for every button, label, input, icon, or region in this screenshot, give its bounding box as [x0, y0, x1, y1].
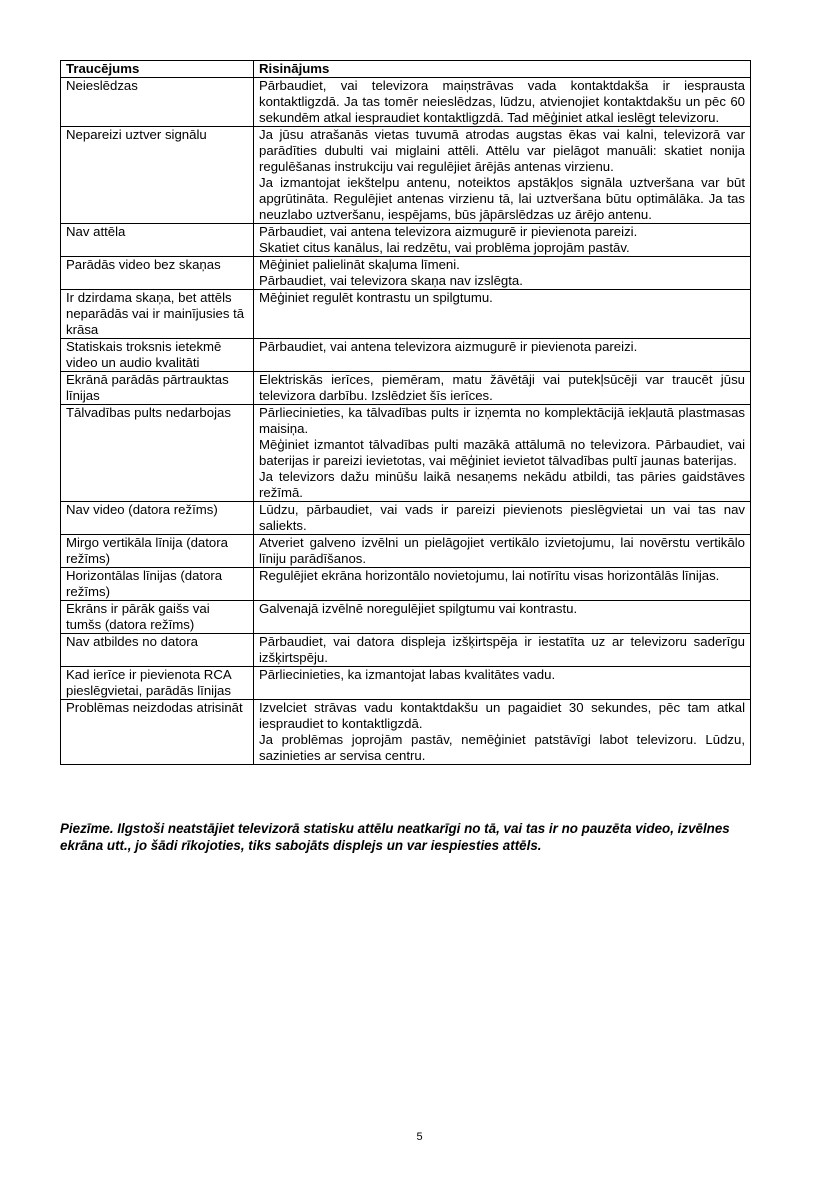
- table-row: [61, 257, 751, 290]
- problem-cell: Statiskais troksnis ietekmē video un audio kvalitāti: [61, 339, 254, 372]
- solution-paragraph: Skatiet citus kanālus, lai redzētu, vai problēma joprojām pastāv.: [259, 240, 630, 255]
- solution-cell: [254, 634, 751, 667]
- solution-paragraph: Pārliecinieties, ka izmantojat labas kvalitātes vadu.: [259, 667, 556, 682]
- table-row: [61, 634, 751, 667]
- note-text: Piezīme. Ilgstoši neatstājiet televizorā statisku attēlu neatkarīgi no tā, vai tas ir no pauzēta video, izvēlnes ekrāna utt., jo šādi rīkojoties, tiks sabojāts displejs un var iespiesties attēls.: [60, 821, 730, 853]
- solution-cell: [254, 502, 751, 535]
- troubleshooting-table: [60, 60, 751, 765]
- problem-cell: Kad ierīce ir pievienota RCA pieslēgvietai, parādās līnijas: [61, 667, 254, 700]
- solution-paragraph: Pārliecinieties, ka tālvadības pults ir izņemta no komplektācijā iekļautā plastmasas maisiņa.: [259, 405, 745, 436]
- solution-paragraph: Mēģiniet izmantot tālvadības pulti mazākā attālumā no televizora. Pārbaudiet, vai baterijas ir pareizi ievietotas, vai mēģiniet ievietot tālvadības pultī jaunas baterijas.: [259, 437, 745, 468]
- problem-cell: Neieslēdzas: [61, 78, 254, 127]
- problem-cell: Mirgo vertikāla līnija (datora režīms): [61, 535, 254, 568]
- solution-paragraph: Ja problēmas joprojām pastāv, nemēģiniet patstāvīgi labot televizoru. Lūdzu, sazinieties ar servisa centru.: [259, 732, 745, 763]
- problem-cell: Nepareizi uztver signālu: [61, 127, 254, 224]
- solution-paragraph: Galvenajā izvēlnē noregulējiet spilgtumu vai kontrastu.: [259, 601, 578, 616]
- solution-paragraph: Mēģiniet palielināt skaļuma līmeni.: [259, 257, 460, 272]
- solution-cell: [254, 339, 751, 372]
- solution-cell: [254, 257, 751, 290]
- table-row: [61, 700, 751, 765]
- problem-cell: Ekrāns ir pārāk gaišs vai tumšs (datora režīms): [61, 601, 254, 634]
- table-row: [61, 78, 751, 127]
- table-row: [61, 568, 751, 601]
- problem-cell: Nav attēla: [61, 224, 254, 257]
- solution-paragraph: Ja izmantojat iekštelpu antenu, noteiktos apstākļos signāla uztveršana var būt apgrūtināta. Regulējiet antenas virzienu tā, lai uztveršana būtu optimālāka. Ja tas neuzlabo uztveršanu, iespējams, būs jāpārslēdzas uz ārējo antenu.: [259, 175, 745, 222]
- solution-paragraph: Pārbaudiet, vai televizora maiņstrāvas vada kontaktdakša ir iesprausta kontaktligzdā. Ja tas tomēr neieslēdzas, lūdzu, atvienojiet kontaktdakšu un pēc 60 sekundēm atkal iespraudiet kontaktligzdā. Tad mēģiniet atkal ieslēgt televizoru.: [259, 78, 745, 125]
- problem-cell: Ekrānā parādās pārtrauktas līnijas: [61, 372, 254, 405]
- solution-cell: [254, 224, 751, 257]
- solution-paragraph: Pārbaudiet, vai antena televizora aizmugurē ir pievienota pareizi.: [259, 339, 638, 354]
- solution-paragraph: Pārbaudiet, vai televizora skaņa nav izslēgta.: [259, 273, 523, 288]
- solution-cell: [254, 405, 751, 502]
- table-row: [61, 502, 751, 535]
- solution-paragraph: Elektriskās ierīces, piemēram, matu žāvētāji vai putekļsūcēji var traucēt jūsu televizora darbību. Izslēdziet šīs ierīces.: [259, 372, 745, 403]
- table-row: [61, 290, 751, 339]
- table-row: [61, 224, 751, 257]
- solution-cell: [254, 700, 751, 765]
- solution-paragraph: Mēģiniet regulēt kontrastu un spilgtumu.: [259, 290, 493, 305]
- solution-paragraph: Ja televizors dažu minūšu laikā nesaņems nekādu atbildi, tas pāries gaidstāves režīmā.: [259, 469, 745, 500]
- table-row: [61, 601, 751, 634]
- page-number: 5: [416, 1131, 423, 1143]
- problem-cell: Problēmas neizdodas atrisināt: [61, 700, 254, 765]
- solution-paragraph: Izvelciet strāvas vadu kontaktdakšu un pagaidiet 30 sekundes, pēc tam atkal iespraudiet to kontaktligzdā.: [259, 700, 745, 731]
- table-row: [61, 339, 751, 372]
- solution-cell: [254, 667, 751, 700]
- problem-cell: Nav video (datora režīms): [61, 502, 254, 535]
- solution-paragraph: Pārbaudiet, vai antena televizora aizmugurē ir pievienota pareizi.: [259, 224, 638, 239]
- table-row: [61, 405, 751, 502]
- solution-cell: [254, 372, 751, 405]
- solution-paragraph: Lūdzu, pārbaudiet, vai vads ir pareizi pievienots pieslēgvietai un vai tas nav saliekts.: [259, 502, 745, 533]
- problem-cell: Tālvadības pults nedarbojas: [61, 405, 254, 502]
- solution-cell: [254, 290, 751, 339]
- solution-paragraph: Pārbaudiet, vai datora displeja izšķirtspēja ir iestatīta uz ar televizoru saderīgu izšķirtspēju.: [259, 634, 745, 665]
- problem-cell: Horizontālas līnijas (datora režīms): [61, 568, 254, 601]
- solution-cell: [254, 568, 751, 601]
- solution-cell: [254, 601, 751, 634]
- problem-cell: Ir dzirdama skaņa, bet attēls neparādās vai ir mainījusies tā krāsa: [61, 290, 254, 339]
- solution-cell: [254, 535, 751, 568]
- solution-paragraph: Atveriet galveno izvēlni un pielāgojiet vertikālo izvietojumu, lai novērstu vertikālo līniju parādīšanos.: [259, 535, 745, 566]
- solution-paragraph: Regulējiet ekrāna horizontālo novietojumu, lai notīrītu visas horizontālās līnijas.: [259, 568, 720, 583]
- problem-cell: Nav atbildes no datora: [61, 634, 254, 667]
- solution-paragraph: Ja jūsu atrašanās vietas tuvumā atrodas augstas ēkas vai kalni, televizorā var parādīties dubulti vai miglaini attēli. Attēlu var pielāgot manuāli: skatiet nonija regulēšanas instrukciju vai regulējiet ārējās antenas virzienu.: [259, 127, 745, 174]
- table-row: [61, 535, 751, 568]
- table-row: [61, 127, 751, 224]
- column-header-problem: Traucējums: [61, 61, 254, 78]
- solution-cell: [254, 78, 751, 127]
- table-row: [61, 372, 751, 405]
- column-header-solution: Risinājums: [254, 61, 751, 78]
- solution-cell: [254, 127, 751, 224]
- table-row: [61, 667, 751, 700]
- problem-cell: Parādās video bez skaņas: [61, 257, 254, 290]
- table-header-row: [61, 61, 751, 78]
